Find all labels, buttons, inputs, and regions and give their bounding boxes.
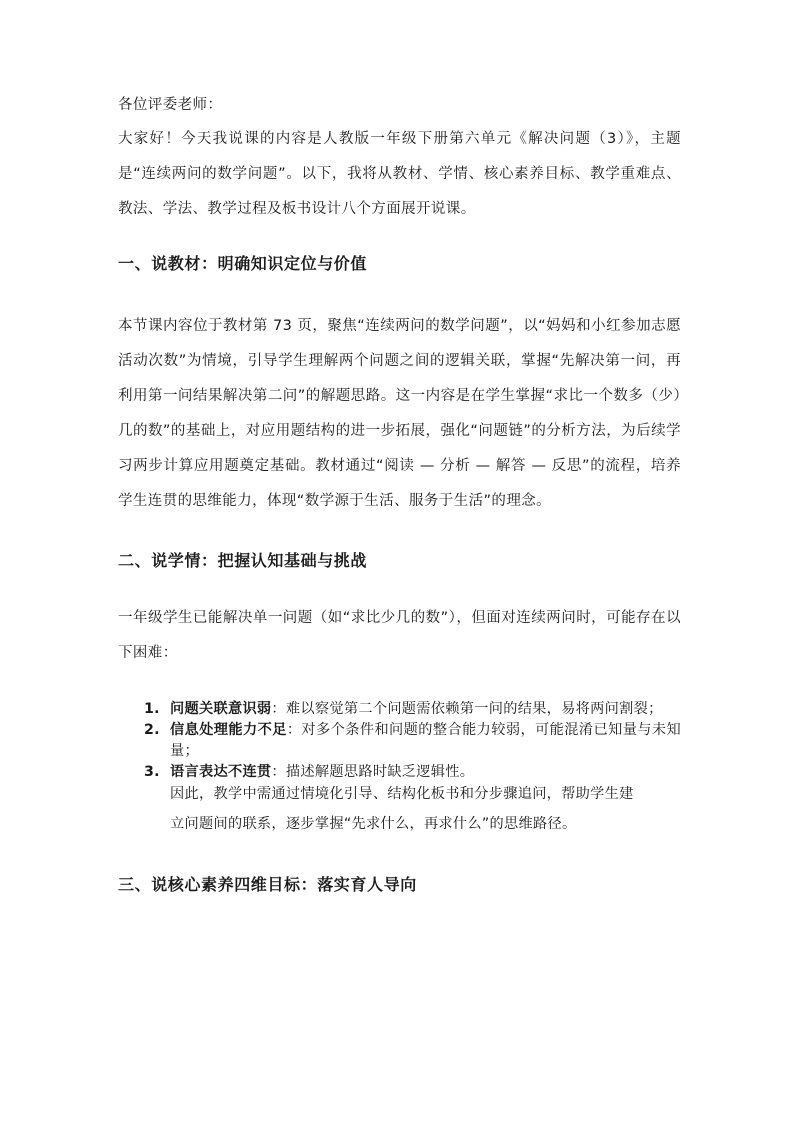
section3-heading: 三、说核心素养四维目标：落实育人导向: [118, 875, 417, 894]
list-item: [144, 762, 681, 783]
list-item-term: 问题关联意识弱: [170, 701, 272, 717]
list-item-text: ：难以察觉第二个问题需依赖第一问的结果，易将两问割裂；: [271, 701, 663, 717]
list-item-number: 3.: [144, 764, 160, 780]
section1-body: 本节课内容位于教材第 73 页，聚焦“连续两问的数学问题”，以“妈妈和小红参加志愿活动次数”为情境，引导学生理解两个问题之间的逻辑关联，掌握“先解决第一问，再利用第一问结果解决第二问”的解题思路。这一内容是在学生掌握“求比一个数多（少）几的数”的基础上，对应用题结构的进一步拓展，强化“问题链”的分析方法，为后续学习两步计算应用题奠定基础。教材通过“阅读 — 分析 — 解答 — 反思”的流程，培养学生连贯的思维能力，体现“数学源于生活、服务于生活”的理念。: [118, 318, 681, 509]
section2-heading: 二、说学情：把握认知基础与挑战: [118, 551, 368, 570]
conclusion-line-2: 立问题间的联系，逐步掌握“先求什么，再求什么”的思维路径。: [170, 816, 577, 832]
list-item-term: 语言表达不连贯: [170, 764, 272, 780]
list-item-number: 2.: [144, 722, 160, 738]
difficulty-list: [118, 699, 681, 783]
list-item-term: 信息处理能力不足: [170, 722, 287, 738]
intro-paragraph: 大家好！今天我说课的内容是人教版一年级下册第六单元《解决问题（3）》，主题是“连续两问的数学问题”。以下，我将从教材、学情、核心素养目标、教学重难点、教法、学法、教学过程及板书设计八个方面展开说课。: [118, 131, 681, 217]
list-item-text: ：对多个条件和问题的整合能力较弱，可能混淆已知量与未知量；: [170, 722, 681, 759]
list-item-text: ：描述解题思路时缺乏逻辑性。: [271, 764, 475, 780]
greeting-text: 各位评委老师：: [118, 97, 223, 113]
list-item: [144, 699, 681, 720]
list-item: [144, 720, 681, 762]
section2-conclusion: [170, 783, 681, 843]
conclusion-line-1: 因此，教学中需通过情境化引导、结构化板书和分步骤追问，帮助学生建: [170, 786, 634, 802]
section2-body: 一年级学生已能解决单一问题（如“求比少几的数”），但面对连续两问时，可能存在以下困难：: [118, 610, 681, 661]
section1-heading: 一、说教材：明确知识定位与价值: [118, 254, 368, 273]
list-item-number: 1.: [144, 701, 160, 717]
